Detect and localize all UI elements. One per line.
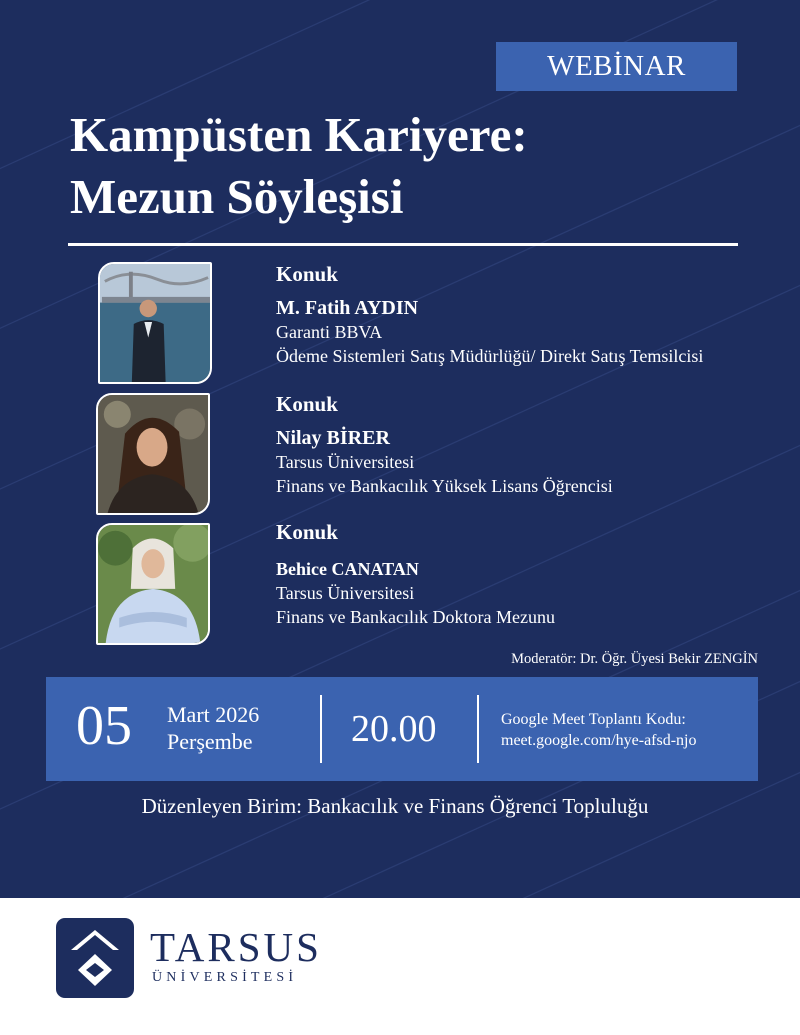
title-divider — [68, 243, 738, 246]
guest-detail-line: Finans ve Bankacılık Doktora Mezunu — [276, 607, 555, 627]
event-time: 20.00 — [351, 708, 437, 750]
divider — [320, 695, 322, 763]
guest-role-label: Konuk — [276, 262, 338, 286]
title-line-1: Kampüsten Kariyere: — [70, 107, 528, 162]
title-line-2: Mezun Söyleşisi — [70, 169, 404, 224]
guest-role-label: Konuk — [276, 520, 338, 544]
guest-detail-line: Tarsus Üniversitesi — [276, 583, 415, 603]
guest-detail-line: Ödeme Sistemleri Satış Müdürlüğü/ Direkt Satış Temsilcisi — [276, 346, 704, 366]
event-title — [70, 104, 730, 228]
guest-name: M. Fatih AYDIN — [276, 297, 419, 319]
webinar-badge: WEBİNAR — [496, 42, 737, 91]
moderator-text: Moderatör: Dr. Öğr. Üyesi Bekir ZENGİN — [511, 651, 758, 667]
meeting-info — [501, 709, 697, 751]
guest-info-2 — [276, 392, 613, 498]
event-weekday: Perşembe — [167, 729, 253, 754]
guest-photo-behice-canatan — [96, 523, 210, 645]
event-date-text — [167, 701, 259, 755]
logo-subtitle: ÜNİVERSİTESİ — [152, 970, 298, 985]
meeting-link[interactable]: meet.google.com/hye-afsd-njo — [501, 732, 697, 749]
logo-title: TARSUS — [150, 924, 322, 970]
organizer-text: Düzenleyen Birim: Bankacılık ve Finans Öğrenci Topluluğu — [141, 794, 649, 818]
guest-detail-line: Garanti BBVA — [276, 322, 383, 342]
guest-name: Nilay BİRER — [276, 427, 390, 449]
event-month-year: Mart 2026 — [167, 702, 260, 727]
tarsus-university-emblem-icon — [56, 918, 134, 998]
guest-photo-fatih-aydin — [98, 262, 212, 384]
meeting-code-label: Google Meet Toplantı Kodu: — [501, 711, 686, 728]
divider — [477, 695, 479, 763]
event-day: 05 — [76, 695, 132, 757]
guest-role-label: Konuk — [276, 392, 338, 416]
guest-photo-nilay-birer — [96, 393, 210, 515]
guest-detail-line: Finans ve Bankacılık Yüksek Lisans Öğrencisi — [276, 476, 613, 496]
guest-detail-line: Tarsus Üniversitesi — [276, 452, 415, 472]
guest-name: Behice CANATAN — [276, 559, 419, 579]
guest-info-3 — [276, 520, 555, 629]
guest-info-1 — [276, 262, 703, 368]
event-details-bar — [46, 677, 758, 781]
